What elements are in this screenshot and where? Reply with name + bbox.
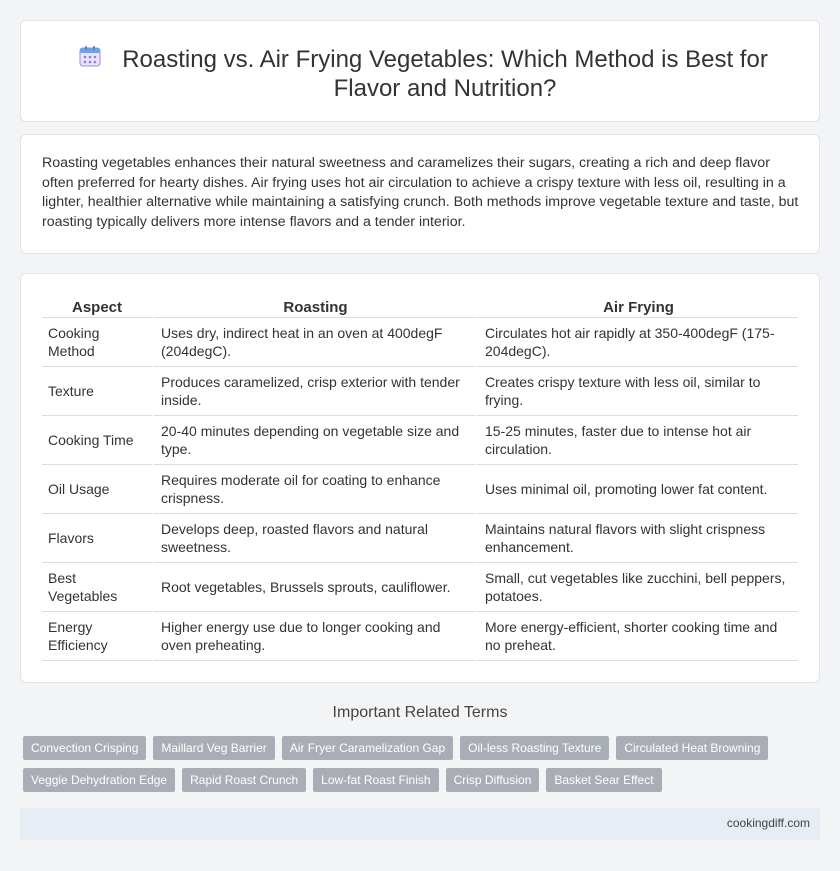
title-card: [20, 20, 820, 122]
footer-site-link[interactable]: cookingdiff.com: [726, 816, 810, 830]
header-air-frying: Air Frying: [476, 294, 798, 318]
row-aspect: Energy Efficiency: [42, 612, 152, 661]
intro-paragraph: Roasting vegetables enhances their natural sweetness and caramelizes their sugars, creating a rich and deep flavor often preferred for hearty dishes. Air frying uses hot air circulation to achieve a crispy texture with less oil, resulting in a lighter, healthier alternative while maintaining a satisfying crunch. Both methods improve vegetable texture and taste, but roasting typically delivers more intense flavors and a tender interior.: [42, 155, 799, 230]
related-term-tag[interactable]: Basket Sear Effect: [546, 768, 661, 792]
related-term-tag[interactable]: Rapid Roast Crunch: [182, 768, 306, 792]
footer: [20, 808, 820, 840]
related-term-tag[interactable]: Maillard Veg Barrier: [153, 736, 274, 760]
related-term-tag[interactable]: Oil-less Roasting Texture: [460, 736, 609, 760]
row-air-frying: Maintains natural flavors with slight crispness enhancement.: [476, 514, 798, 563]
table-row: [42, 563, 798, 612]
comparison-table: [42, 294, 798, 661]
related-term-tag[interactable]: Veggie Dehydration Edge: [23, 768, 175, 792]
row-roasting: Requires moderate oil for coating to enhance crispness.: [152, 465, 476, 514]
row-roasting: Produces caramelized, crisp exterior with tender inside.: [152, 367, 476, 416]
row-aspect: Cooking Time: [42, 416, 152, 465]
related-terms-title: Important Related Terms: [332, 704, 508, 721]
row-roasting: Root vegetables, Brussels sprouts, cauliflower.: [152, 563, 476, 612]
table-row: [42, 465, 798, 514]
row-roasting: 20-40 minutes depending on vegetable size and type.: [152, 416, 476, 465]
row-air-frying: Small, cut vegetables like zucchini, bell peppers, potatoes.: [476, 563, 798, 612]
table-row: [42, 612, 798, 661]
row-air-frying: More energy-efficient, shorter cooking time and no preheat.: [476, 612, 798, 661]
row-aspect: Cooking Method: [42, 318, 152, 367]
comparison-card: [20, 273, 820, 683]
row-roasting: Uses dry, indirect heat in an oven at 400degF (204degC).: [152, 318, 476, 367]
header-roasting: Roasting: [152, 294, 476, 318]
related-term-tag[interactable]: Low-fat Roast Finish: [313, 768, 438, 792]
related-term-tag[interactable]: Convection Crisping: [23, 736, 146, 760]
table-header-row: [42, 294, 798, 318]
row-aspect: Flavors: [42, 514, 152, 563]
related-term-tag[interactable]: Crisp Diffusion: [446, 768, 540, 792]
row-aspect: Best Vegetables: [42, 563, 152, 612]
related-term-tag[interactable]: Circulated Heat Browning: [616, 736, 768, 760]
table-row: [42, 318, 798, 367]
intro-card: [20, 134, 820, 254]
related-term-tag[interactable]: Air Fryer Caramelization Gap: [282, 736, 453, 760]
row-aspect: Oil Usage: [42, 465, 152, 514]
table-row: [42, 367, 798, 416]
header-aspect: Aspect: [42, 294, 152, 318]
row-roasting: Develops deep, roasted flavors and natural sweetness.: [152, 514, 476, 563]
page-title: Roasting vs. Air Frying Vegetables: Which Method is Best for Flavor and Nutrition?: [122, 46, 768, 102]
row-air-frying: 15-25 minutes, faster due to intense hot air circulation.: [476, 416, 798, 465]
table-row: [42, 416, 798, 465]
row-air-frying: Uses minimal oil, promoting lower fat content.: [476, 465, 798, 514]
related-terms-list: [23, 736, 823, 792]
row-air-frying: Circulates hot air rapidly at 350-400degF (175-204degC).: [476, 318, 798, 367]
row-roasting: Higher energy use due to longer cooking and oven preheating.: [152, 612, 476, 661]
row-air-frying: Creates crispy texture with less oil, similar to frying.: [476, 367, 798, 416]
table-row: [42, 514, 798, 563]
row-aspect: Texture: [42, 367, 152, 416]
